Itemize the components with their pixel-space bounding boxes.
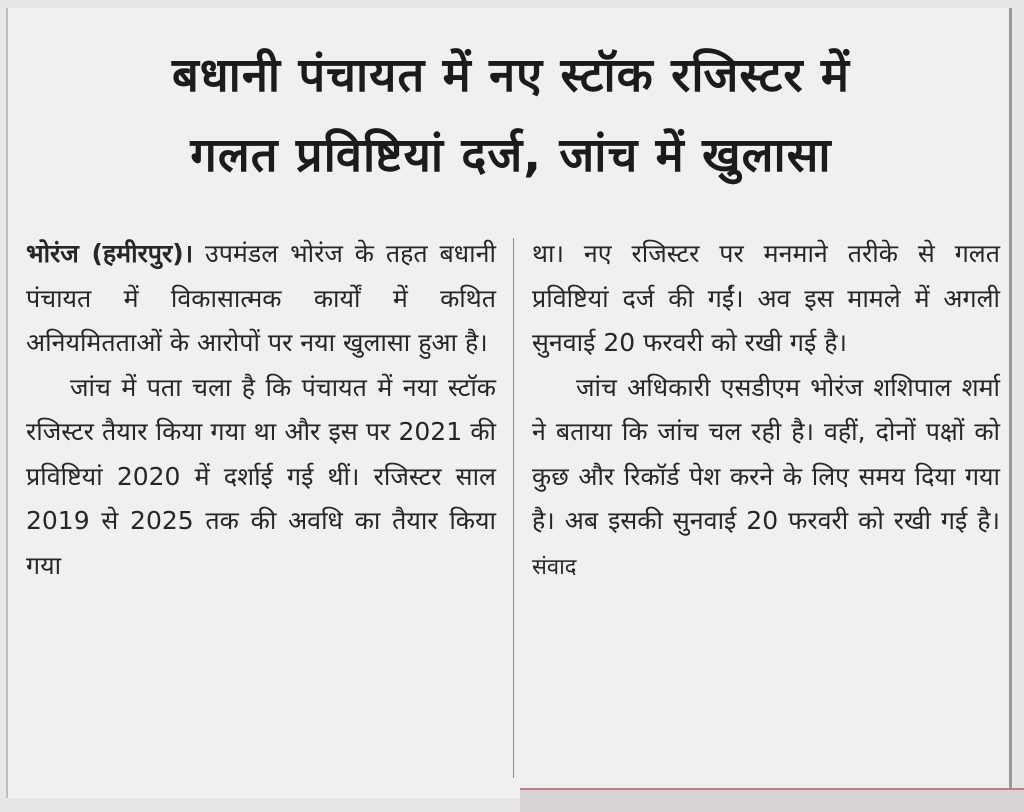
byline-credit: संवाद: [532, 554, 577, 580]
article-paragraph: [26, 232, 496, 366]
article-paragraph: जांच में पता चला है कि पंचायत में नया स्टॉक रजिस्टर तैयार किया गया था और इस पर 2021 की प्रविष्टियां 2020 में दर्शाई गई थीं। रजिस्टर साल 2019 से 2025 तक की अवधि का तैयार किया गया: [26, 372, 496, 580]
article-column-left: [26, 232, 496, 588]
article-column-right: [532, 232, 1000, 590]
article-paragraph: [532, 366, 1000, 591]
paragraph-text: जांच अधिकारी एसडीएम भोरंज शशिपाल शर्मा ने बताया कि जांच चल रही है। वहीं, दोनों पक्षों को कुछ और रिकॉर्ड पेश करने के लिए समय दिया गया है। अब इसकी सुनवाई 20 फरवरी को रखी गई है।: [532, 372, 1000, 535]
headline: [8, 36, 1014, 196]
next-clipping-edge: [520, 788, 1024, 812]
headline-line-2: गलत प्रविष्टियां दर्ज, जांच में खुलासा: [190, 128, 832, 183]
column-divider: [513, 238, 514, 778]
dateline: भोरंज (हमीरपुर)।: [26, 239, 194, 268]
article-paragraph: था। नए रजिस्टर पर मनमाने तरीके से गलत प्रविष्टियां दर्ज की गईं। अव इस मामले में अगली सुनवाई 20 फरवरी को रखी गई है।: [532, 239, 1000, 357]
headline-line-1: बधानी पंचायत में नए स्टॉक रजिस्टर में: [171, 48, 851, 103]
paragraph-text: उपमंडल भोरंज के तहत बधानी पंचायत में विकासात्मक कार्यों में कथित अनियमितताओं के आरोपों पर नया खुलासा हुआ है।: [26, 239, 496, 357]
